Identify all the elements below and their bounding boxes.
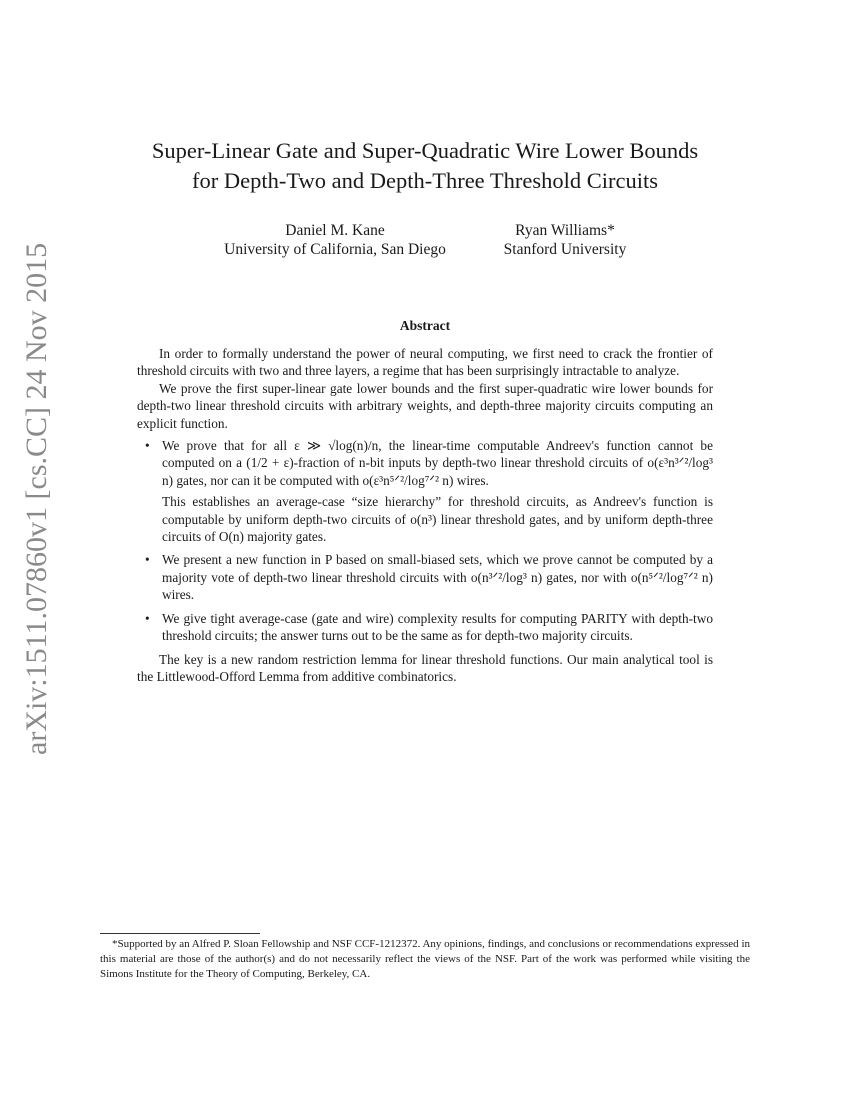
abstract-paragraph: We prove the first super-linear gate lower bounds and the first super-quadratic wire lower bounds for depth-two linear threshold circuits with arbitrary weights, and depth-three majority circuits computing an explicit function. — [137, 380, 713, 431]
bullet-icon: • — [145, 438, 150, 454]
author-affiliation: Stanford University — [503, 241, 627, 258]
list-item — [145, 551, 713, 603]
abstract-paragraph: The key is a new random restriction lemma for linear threshold functions. Our main analytical tool is the Littlewood-Offord Lemma from additive combinatorics. — [137, 651, 713, 684]
footnote-text: *Supported by an Alfred P. Sloan Fellowship and NSF CCF-1212372. Any opinions, findings, and conclusions or recommendations expressed in this material are those of the author(s) and do not necessarily reflect the views of the NSF. Part of the work was performed while visiting the Simons Institute for the Theory of Computing, Berkeley, CA. — [100, 938, 750, 980]
list-item — [145, 610, 713, 645]
author-1 — [210, 221, 460, 259]
author-name: Daniel M. Kane — [285, 222, 385, 239]
bullet-icon: • — [145, 610, 150, 626]
title-line-2: for Depth-Two and Depth-Three Threshold Circuits — [191, 168, 658, 193]
abstract-heading: Abstract — [399, 318, 451, 333]
author-name: Ryan Williams* — [515, 222, 615, 239]
footnote — [100, 937, 750, 982]
abstract-body — [137, 345, 713, 685]
list-item — [145, 437, 713, 545]
list-item-text: We give tight average-case (gate and wire) complexity results for computing PARITY with depth-two threshold circuits; the answer turns out to be the same as for depth-two majority circuits. — [162, 610, 713, 644]
bullet-icon: • — [145, 552, 150, 568]
footnote-rule — [100, 933, 260, 934]
list-item-subtext: This establishes an average-case “size hierarchy” for threshold circuits, as Andreev's function is computable by uniform depth-two circuits of o(n³) linear threshold gates, and by uniform depth-three circuits of O(n) majority gates. — [162, 494, 713, 545]
list-item-text: We present a new function in P based on small-biased sets, which we prove cannot be computed by a majority vote of depth-two linear threshold circuits with o(n³ᐟ²/log³ n) gates, nor with o(n⁵ᐟ²/log⁷ᐟ² n) wires. — [162, 552, 713, 603]
author-2 — [490, 221, 640, 259]
author-affiliation: University of California, San Diego — [224, 241, 446, 258]
title-line-1: Super-Linear Gate and Super-Quadratic Wire Lower Bounds — [151, 138, 699, 163]
list-item-text: We prove that for all ε ≫ √log(n)/n, the linear-time computable Andreev's function cannot be computed on a (1/2 + ε)-fraction of n-bit inputs by depth-two linear threshold circuits of o(ε³n³ᐟ²/log³ n) gates, nor can it be computed with o(ε³n⁵ᐟ²/log⁷ᐟ² n) wires. — [162, 438, 713, 488]
paper-title — [0, 136, 850, 196]
arxiv-identifier-stamp: arXiv:1511.07860v1 [cs.CC] 24 Nov 2015 — [20, 242, 53, 755]
contribution-list — [137, 437, 713, 644]
abstract-paragraph: In order to formally understand the power of neural computing, we first need to crack the frontier of threshold circuits with two and three layers, a regime that has been surprisingly intractable to analyze. — [137, 346, 713, 379]
